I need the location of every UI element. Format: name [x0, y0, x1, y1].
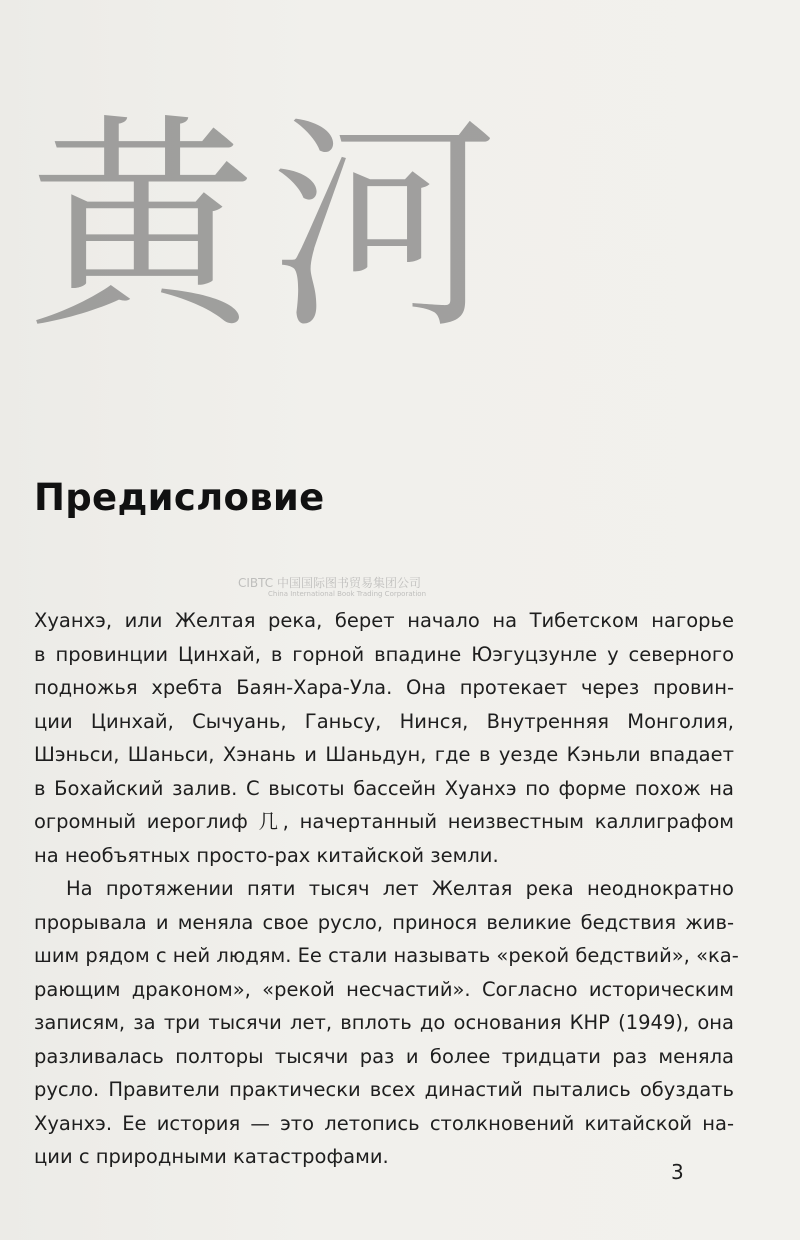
text-line: ции с природными катастрофами. [34, 1145, 389, 1168]
text-line: разливалась полторы тысячи раз и более тридцати раз меняла [34, 1044, 734, 1068]
paragraph-2 [34, 872, 739, 1174]
text-line: записям, за три тысячи лет, вплоть до основания КНР (1949), она [34, 1011, 734, 1034]
text-line: прорывала и меняла свое русло, принося великие бедствия жив- [34, 910, 734, 934]
text-line: ции Цинхай, Сычуань, Ганьсу, Нинся, Внутренняя Монголия, [34, 709, 734, 733]
text-line: рающим драконом», «рекой несчастий». Согласно историческим [34, 977, 734, 1001]
section-heading: Предисловие [34, 476, 325, 519]
text-line: подножья хребта Баян-Хара-Ула. Она протекает через провин- [34, 676, 734, 699]
text-line: Хуанхэ, или Желтая река, берет начало на Тибетском нагорье [34, 609, 734, 632]
watermark-stamp-subtitle: China International Book Trading Corporation [268, 590, 427, 598]
page-number: 3 [671, 1160, 684, 1184]
text-line: шим рядом с ней людям. Ее стали называть «рекой бедствий», «ка- [34, 944, 739, 967]
text-line: в провинции Цинхай, в горной впадине Юэгуцзунле у северного [34, 642, 734, 666]
text-line: Хуанхэ. Ее история — это летопись столкновений китайской на- [34, 1111, 734, 1135]
text-line: в Бохайский залив. С высоты бассейн Хуанхэ по форме похож на [34, 776, 734, 800]
text-line: Шэньси, Шаньси, Хэнань и Шаньдун, где в уезде Кэньли впадает [34, 743, 734, 766]
text-line: На протяжении пяти тысяч лет Желтая река неоднократно [66, 877, 734, 900]
text-line: русло. Правители практически всех династий пытались обуздать [34, 1078, 734, 1101]
text-line: огромный иероглиф 几, начертанный неизвестным каллиграфом [34, 810, 734, 833]
text-line: на необъятных просто-рах китайской земли. [34, 843, 499, 867]
watermark-stamp: CIBTC 中国国际图书贸易集团公司 [238, 576, 421, 590]
chinese-title-glyphs: 黄河 [28, 94, 512, 360]
paragraph-1 [34, 604, 734, 872]
body-text [34, 604, 739, 1174]
